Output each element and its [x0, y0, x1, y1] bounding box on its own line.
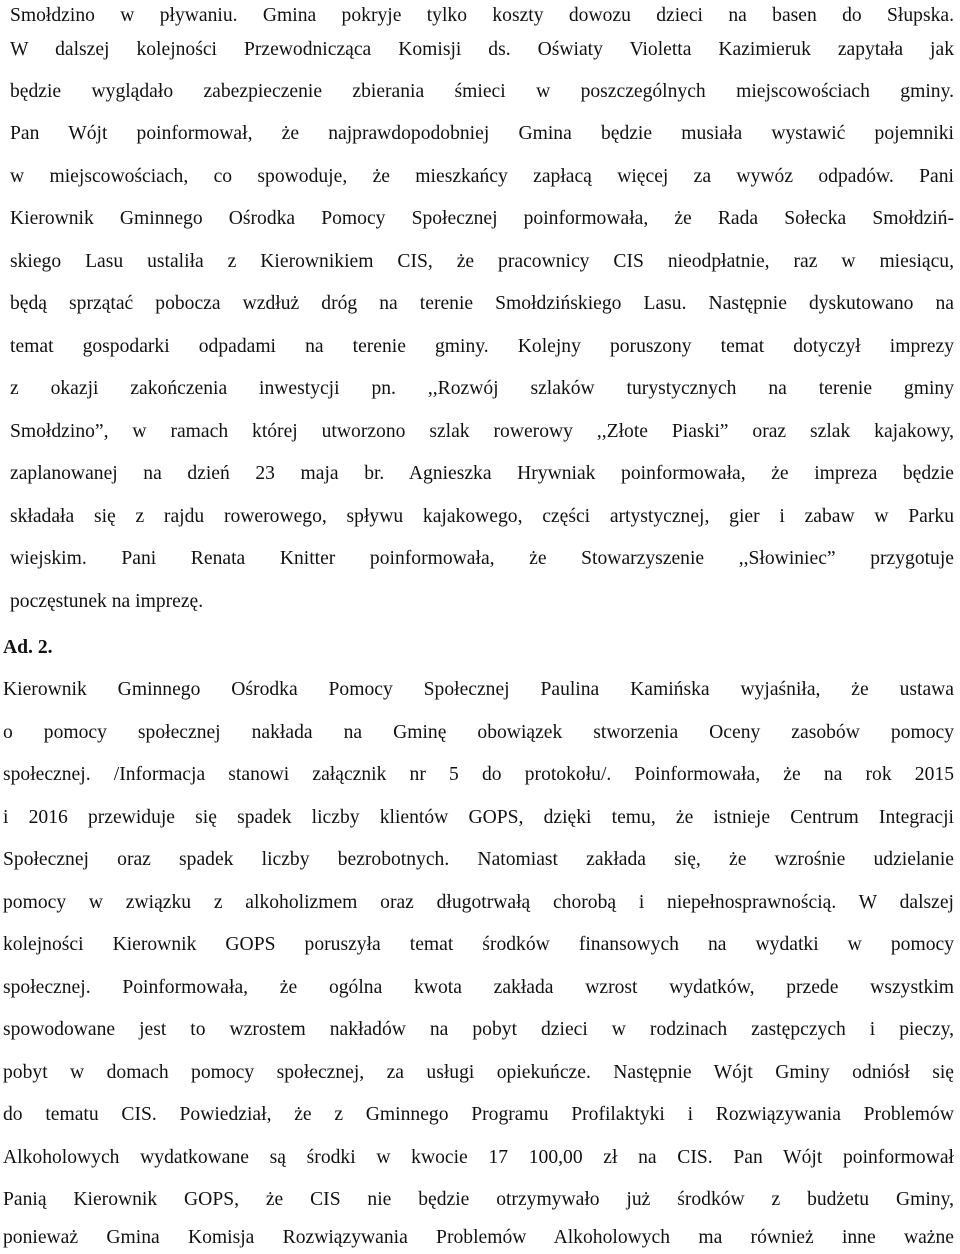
paragraph-1-line: poczęstunek na imprezę.	[10, 591, 204, 612]
paragraph-2-line: pobyt w domach pomocy społecznej, za usługi opiekuńcze. Następnie Wójt Gminy odniósł się	[3, 1062, 954, 1083]
paragraph-1-line: wiejskim. Pani Renata Knitter poinformowała, że Stowarzyszenie ,,Słowiniec” przygotuje	[10, 548, 954, 569]
paragraph-1-line: będzie wyglądało zabezpieczenie zbierania śmieci w poszczególnych miejscowościach gminy.	[10, 81, 954, 102]
paragraph-1-line: Kierownik Gminnego Ośrodka Pomocy Społecznej poinformowała, że Rada Sołecka Smołdziń-	[10, 208, 954, 229]
paragraph-2-line: Społecznej oraz spadek liczby bezrobotnych. Natomiast zakłada się, że wzrośnie udzielanie	[3, 849, 954, 870]
paragraph-1-line: składała się z rajdu rowerowego, spływu kajakowego, części artystycznej, gier i zabaw w Parku	[10, 506, 954, 527]
paragraph-2-line: kolejności Kierownik GOPS poruszyła temat środków finansowych na wydatki w pomocy	[3, 934, 954, 955]
paragraph-2-line: i 2016 przewiduje się spadek liczby klientów GOPS, dzięki temu, że istnieje Centrum Integracji	[3, 807, 954, 828]
paragraph-2-line: do tematu CIS. Powiedział, że z Gminnego Programu Profilaktyki i Rozwiązywania Problemów	[3, 1104, 954, 1125]
paragraph-1-line: temat gospodarki odpadami na terenie gminy. Kolejny poruszony temat dotyczył imprezy	[10, 336, 954, 357]
paragraph-2-line: pomocy w związku z alkoholizmem oraz długotrwałą chorobą i niepełnosprawnością. W dalszej	[3, 892, 954, 913]
paragraph-1-line: skiego Lasu ustaliła z Kierownikiem CIS, że pracownicy CIS nieodpłatnie, raz w miesiącu,	[10, 251, 954, 272]
paragraph-1-line: Smołdzino w pływaniu. Gmina pokryje tylko koszty dowozu dzieci na basen do Słupska.	[10, 5, 954, 26]
paragraph-1-line: z okazji zakończenia inwestycji pn. ,,Rozwój szlaków turystycznych na terenie gminy	[10, 378, 954, 399]
paragraph-2-line: społecznej. /Informacja stanowi załącznik nr 5 do protokołu/. Poinformowała, że na rok 2015	[3, 764, 954, 785]
paragraph-1-line: Smołdzino”, w ramach której utworzono szlak rowerowy ,,Złote Piaski” oraz szlak kajakowy,	[10, 421, 954, 442]
paragraph-1-line: Pan Wójt poinformował, że najprawdopodobniej Gmina będzie musiała wystawić pojemniki	[10, 123, 954, 144]
paragraph-2-line: ponieważ Gmina Komisja Rozwiązywania Problemów Alkoholowych ma również inne ważne	[3, 1227, 954, 1248]
paragraph-2-line: Kierownik Gminnego Ośrodka Pomocy Społecznej Paulina Kamińska wyjaśniła, że ustawa	[3, 679, 954, 700]
paragraph-1-line: zaplanowanej na dzień 23 maja br. Agnieszka Hrywniak poinformowała, że impreza będzie	[10, 463, 954, 484]
paragraph-2-line: spowodowane jest to wzrostem nakładów na pobyt dzieci w rodzinach zastępczych i pieczy,	[3, 1019, 954, 1040]
paragraph-2-line: o pomocy społecznej nakłada na Gminę obowiązek stworzenia Oceny zasobów pomocy	[3, 722, 954, 743]
section-heading: Ad. 2.	[3, 637, 53, 658]
paragraph-2-line: Alkoholowych wydatkowane są środki w kwocie 17 100,00 zł na CIS. Pan Wójt poinformował	[3, 1147, 954, 1168]
paragraph-2-line: społecznej. Poinformowała, że ogólna kwota zakłada wzrost wydatków, przede wszystkim	[3, 977, 954, 998]
paragraph-1-line: W dalszej kolejności Przewodnicząca Komisji ds. Oświaty Violetta Kazimieruk zapytała jak	[10, 39, 954, 60]
paragraph-1-line: w miejscowościach, co spowoduje, że mieszkańcy zapłacą więcej za wywóz odpadów. Pani	[10, 166, 954, 187]
paragraph-2-line: Panią Kierownik GOPS, że CIS nie będzie otrzymywało już środków z budżetu Gminy,	[3, 1189, 954, 1210]
paragraph-1-line: będą sprzątać pobocza wzdłuż dróg na terenie Smołdzińskiego Lasu. Następnie dyskutowano na	[10, 293, 954, 314]
